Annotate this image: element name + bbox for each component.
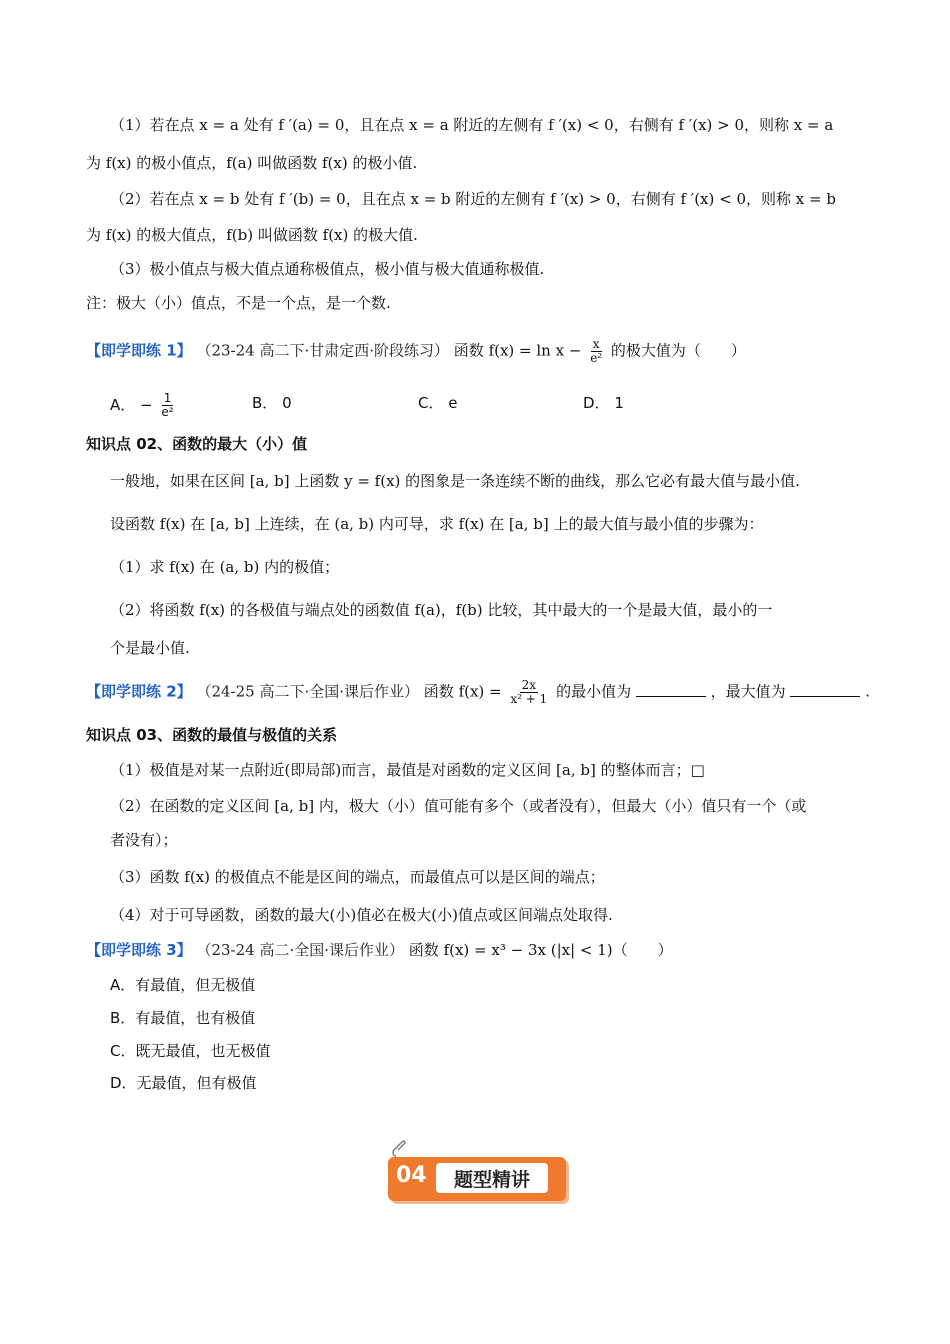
section1-p2a: （2）若在点 x = b 处有 f ′(b) = 0，且在点 x = b 附近的左侧有 f ′(x) > 0，右侧有 f ′(x) < 0，则称 x = b bbox=[110, 190, 836, 208]
exercise3-stem: 函数 f(x) = x³ − 3x (|x| < 1)（ ） bbox=[408, 941, 673, 959]
exercise1-option-a[interactable] bbox=[110, 392, 178, 419]
exercise3-option-b[interactable]: B．有最值，也有极值 bbox=[110, 1009, 256, 1027]
option-c-text: e bbox=[448, 394, 458, 412]
section3-p2b: 者没有）； bbox=[110, 831, 178, 849]
option-b-text: 0 bbox=[282, 394, 292, 412]
section2-title: 知识点 02、函数的最大（小）值 bbox=[86, 435, 308, 453]
section1-p3: （3）极小值点与极大值点通称极值点，极小值与极大值通称极值. bbox=[110, 260, 545, 278]
exercise2-stem-pre: 函数 f(x) = bbox=[423, 682, 502, 701]
option-a-fraction bbox=[159, 392, 175, 419]
section3-p1: （1）极值是对某一点附近(即局部)而言，最值是对函数的定义区间 [a, b] 的整体而言；□ bbox=[110, 761, 705, 779]
exercise3-option-a[interactable]: A．有最值，但无极值 bbox=[110, 976, 256, 994]
max-value-blank[interactable] bbox=[790, 682, 860, 697]
exercise1-stem-post: 的极大值为（ ） bbox=[610, 341, 746, 360]
exercise3 bbox=[86, 939, 673, 961]
exercise2-stem-mid: 的最小值为 bbox=[556, 682, 632, 701]
option-b-label: B． bbox=[252, 394, 278, 412]
exercise3-source: （23-24 高二·全国·课后作业） bbox=[196, 941, 405, 959]
exercise2-stem-mid2: ，最大值为 bbox=[710, 682, 786, 701]
min-value-blank[interactable] bbox=[636, 682, 706, 697]
section2-p1: 一般地，如果在区间 [a, b] 上函数 y = f(x) 的图象是一条连续不断的曲线，那么它必有最大值与最小值. bbox=[110, 472, 800, 490]
exercise2-stem-end: . bbox=[865, 682, 871, 701]
exercise1-option-d[interactable] bbox=[583, 392, 624, 413]
banner-number: 04 bbox=[396, 1163, 427, 1188]
exercise2-fraction bbox=[508, 679, 549, 706]
exercise3-tag: 【即学即练 3】 bbox=[86, 941, 192, 959]
section3-p2a: （2）在函数的定义区间 [a, b] 内，极大（小）值可能有多个（或者没有），但最大（小）值只有一个（或 bbox=[110, 797, 807, 815]
section3-p4: （4）对于可导函数，函数的最大(小)值必在极大(小)值点或区间端点处取得. bbox=[110, 906, 613, 924]
option-a-sign: − bbox=[140, 396, 153, 414]
exercise2-frac-den: x² + 1 bbox=[510, 692, 548, 706]
option-c-label: C． bbox=[418, 394, 444, 412]
section-banner bbox=[388, 1157, 566, 1201]
option-a-label: A． bbox=[110, 396, 136, 414]
section2-p3: （1）求 f(x) 在 (a, b) 内的极值； bbox=[110, 558, 340, 576]
option-d-text: 1 bbox=[614, 394, 624, 412]
exercise1-stem-pre: 函数 f(x) = ln x − bbox=[453, 341, 582, 360]
exercise2-tag: 【即学即练 2】 bbox=[86, 682, 192, 701]
exercise1-option-c[interactable] bbox=[418, 392, 458, 413]
exercise2 bbox=[86, 679, 870, 706]
exercise3-option-d[interactable]: D．无最值，但有极值 bbox=[110, 1074, 257, 1092]
option-a-num: 1 bbox=[163, 391, 172, 405]
banner-title: 题型精讲 bbox=[436, 1163, 548, 1193]
section3-title: 知识点 03、函数的最值与极值的关系 bbox=[86, 726, 338, 744]
exercise2-frac-num: 2x bbox=[521, 678, 537, 692]
section3-p3: （3）函数 f(x) 的极值点不能是区间的端点，而最值点可以是区间的端点； bbox=[110, 868, 605, 886]
section1-p1b: 为 f(x) 的极小值点，f(a) 叫做函数 f(x) 的极小值. bbox=[86, 154, 418, 172]
exercise1 bbox=[86, 338, 746, 365]
exercise1-frac-den: e² bbox=[590, 351, 603, 365]
section1-note: 注：极大（小）值点，不是一个点，是一个数. bbox=[86, 294, 391, 312]
option-a-den: e² bbox=[161, 405, 174, 419]
section1-p1a: （1）若在点 x = a 处有 f ′(a) = 0，且在点 x = a 附近的左侧有 f ′(x) < 0，右侧有 f ′(x) > 0，则称 x = a bbox=[110, 116, 834, 134]
exercise1-tag: 【即学即练 1】 bbox=[86, 341, 192, 360]
exercise1-option-b[interactable] bbox=[252, 392, 292, 413]
option-d-label: D． bbox=[583, 394, 610, 412]
exercise1-frac-num: x bbox=[592, 337, 600, 351]
exercise1-fraction bbox=[588, 338, 604, 365]
section2-p4b: 个是最小值. bbox=[110, 639, 190, 657]
exercise3-option-c[interactable]: C．既无最值，也无极值 bbox=[110, 1042, 271, 1060]
exercise1-source: （23-24 高二下·甘肃定西·阶段练习） bbox=[196, 341, 450, 360]
section2-p4a: （2）将函数 f(x) 的各极值与端点处的函数值 f(a)，f(b) 比较，其中最大的一个是最大值，最小的一 bbox=[110, 601, 773, 619]
section1-p2b: 为 f(x) 的极大值点，f(b) 叫做函数 f(x) 的极大值. bbox=[86, 226, 418, 244]
section2-p2: 设函数 f(x) 在 [a, b] 上连续，在 (a, b) 内可导，求 f(x) 在 [a, b] 上的最大值与最小值的步骤为： bbox=[110, 515, 764, 533]
exercise2-source: （24-25 高二下·全国·课后作业） bbox=[196, 682, 420, 701]
